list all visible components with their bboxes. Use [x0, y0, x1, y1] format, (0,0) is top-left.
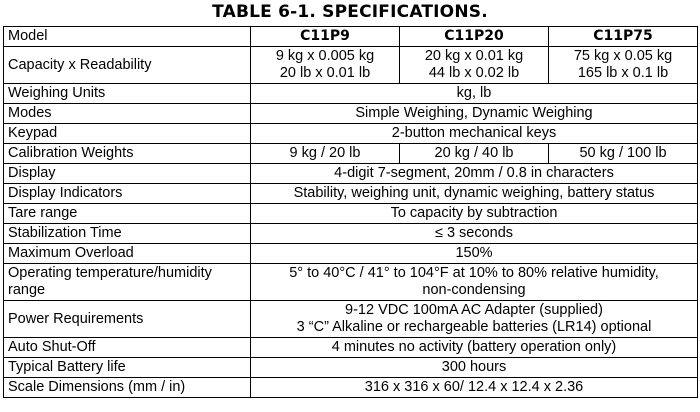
table-row-display — [4, 164, 698, 184]
capacity-c11p75-kg: 75 kg x 0.05 kg — [573, 48, 673, 64]
row-label-overload: Maximum Overload — [4, 244, 251, 264]
table-row-keypad — [4, 124, 698, 144]
operating-value-line-2: non-condensing — [422, 282, 526, 298]
dimensions-value: 316 x 316 x 60/ 12.4 x 12.4 x 2.36 — [251, 378, 698, 398]
overload-value: 150% — [251, 244, 698, 264]
table-row-calibration — [4, 144, 698, 164]
row-label-auto-shutoff: Auto Shut-Off — [4, 338, 251, 358]
table-row-overload — [4, 244, 698, 264]
row-label-weighing-units: Weighing Units — [4, 84, 251, 104]
row-label-tare: Tare range — [4, 204, 251, 224]
modes-value: Simple Weighing, Dynamic Weighing — [251, 104, 698, 124]
table-row-display-indicators — [4, 184, 698, 204]
weighing-units-value: kg, lb — [251, 84, 698, 104]
row-label-keypad: Keypad — [4, 124, 251, 144]
row-label-stabilization: Stabilization Time — [4, 224, 251, 244]
model-header-c11p75: C11P75 — [549, 27, 698, 47]
table-row-weighing-units — [4, 84, 698, 104]
capacity-c11p9 — [251, 47, 400, 84]
model-header-c11p9: C11P9 — [251, 27, 400, 47]
table-row-model — [4, 27, 698, 47]
row-label-display: Display — [4, 164, 251, 184]
display-indicators-value: Stability, weighing unit, dynamic weighing, battery status — [251, 184, 698, 204]
operating-value — [251, 264, 698, 301]
table-row-capacity — [4, 47, 698, 84]
power-value-line-2: 3 “C” Alkaline or rechargeable batteries (LR14) optional — [296, 319, 652, 335]
row-label-calibration: Calibration Weights — [4, 144, 251, 164]
row-label-capacity: Capacity x Readability — [4, 47, 251, 84]
power-value — [251, 301, 698, 338]
capacity-c11p20 — [400, 47, 549, 84]
battery-life-value: 300 hours — [251, 358, 698, 378]
table-row-auto-shutoff — [4, 338, 698, 358]
auto-shutoff-value: 4 minutes no activity (battery operation only) — [251, 338, 698, 358]
row-label-power: Power Requirements — [4, 301, 251, 338]
power-value-line-1: 9-12 VDC 100mA AC Adapter (supplied) — [345, 302, 603, 318]
calibration-c11p75: 50 kg / 100 lb — [549, 144, 698, 164]
stabilization-value: ≤ 3 seconds — [251, 224, 698, 244]
table-row-power — [4, 301, 698, 338]
keypad-value: 2-button mechanical keys — [251, 124, 698, 144]
table-title: TABLE 6-1. SPECIFICATIONS. — [212, 2, 488, 22]
row-label-display-indicators: Display Indicators — [4, 184, 251, 204]
table-row-modes — [4, 104, 698, 124]
table-row-tare — [4, 204, 698, 224]
calibration-c11p9: 9 kg / 20 lb — [251, 144, 400, 164]
table-row-stabilization — [4, 224, 698, 244]
row-label-operating — [4, 264, 251, 301]
capacity-c11p9-lb: 20 lb x 0.01 lb — [279, 65, 371, 81]
table-row-dimensions — [4, 378, 698, 398]
row-label-dimensions: Scale Dimensions (mm / in) — [4, 378, 251, 398]
row-label-battery-life: Typical Battery life — [4, 358, 251, 378]
operating-label-line-2: range — [8, 282, 46, 298]
capacity-c11p75-lb: 165 lb x 0.1 lb — [577, 65, 669, 81]
operating-label-line-1: Operating temperature/humidity — [8, 265, 212, 281]
tare-value: To capacity by subtraction — [251, 204, 698, 224]
table-row-battery-life — [4, 358, 698, 378]
row-label-model: Model — [4, 27, 251, 47]
row-label-modes: Modes — [4, 104, 251, 124]
capacity-c11p20-kg: 20 kg x 0.01 kg — [424, 48, 524, 64]
display-value: 4-digit 7-segment, 20mm / 0.8 in characters — [251, 164, 698, 184]
operating-value-line-1: 5° to 40°C / 41° to 104°F at 10% to 80% relative humidity, — [289, 265, 659, 281]
model-header-c11p20: C11P20 — [400, 27, 549, 47]
capacity-c11p75 — [549, 47, 698, 84]
table-row-operating — [4, 264, 698, 301]
calibration-c11p20: 20 kg / 40 lb — [400, 144, 549, 164]
specifications-table — [3, 26, 698, 398]
capacity-c11p9-kg: 9 kg x 0.005 kg — [275, 48, 375, 64]
capacity-c11p20-lb: 44 lb x 0.02 lb — [428, 65, 520, 81]
